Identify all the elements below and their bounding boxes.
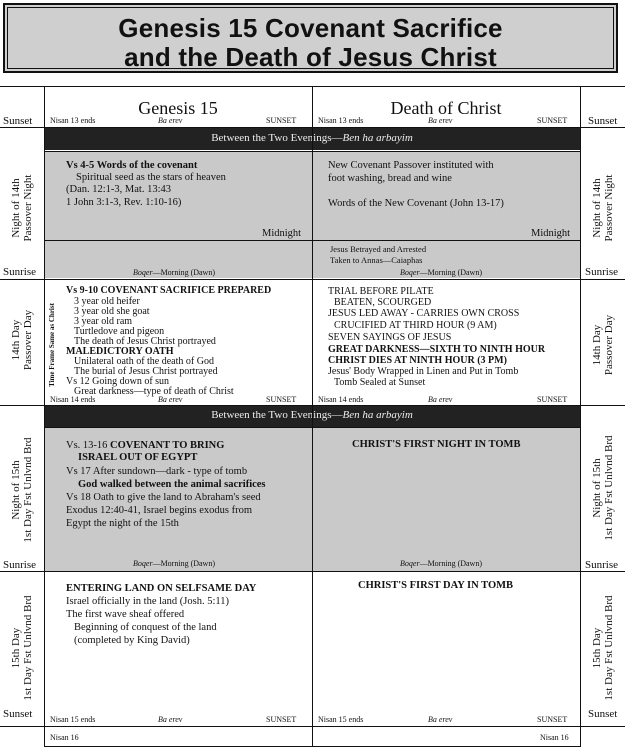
- sunset-caps-label: SUNSET: [266, 715, 297, 724]
- period-label-line: 15th Day: [591, 627, 603, 669]
- period-label-line: Night of 15th: [591, 458, 603, 518]
- day14-label-right: [591, 315, 615, 375]
- nisan16-label: Nisan 16: [50, 733, 79, 742]
- christ-night14-line: Words of the New Covenant (John 13-17): [328, 198, 504, 209]
- sunset-caps-label: SUNSET: [266, 116, 297, 125]
- ben-text: Ben ha arbayim: [342, 132, 413, 144]
- title-box: [3, 3, 618, 73]
- gen-night15-line: Exodus 12:40-41, Israel begins exodus from: [66, 505, 253, 516]
- period-label-line: Passover Day: [603, 314, 615, 376]
- christ-day14-line: CRUCIFIED AT THIRD HOUR (9 AM): [334, 320, 497, 331]
- nisan13-label: Nisan 13 ends: [318, 116, 364, 125]
- gen-day14-line: The death of Jesus Christ portrayed: [74, 336, 216, 347]
- period-label-line: 1st Day Fst Unlvnd Brd: [603, 435, 615, 541]
- gen-night14-line: 1 John 3:1-3, Rev. 1:10-16): [66, 197, 182, 208]
- christ-night14-line: New Covenant Passover instituted with: [328, 160, 494, 171]
- midnight-label: Midnight: [262, 228, 302, 239]
- sunset-label: Sunset: [3, 115, 33, 127]
- boqer-label: [400, 559, 482, 568]
- gen-night15-line: Vs 18 Oath to give the land to Abraham's seed: [66, 492, 261, 503]
- boqer-label: [133, 268, 215, 277]
- gen-night14-line: Spiritual seed as the stars of heaven: [76, 172, 226, 183]
- sunrise-label: Sunrise: [3, 266, 36, 278]
- time-frame-label: Time Frame Same as Christ: [48, 303, 56, 387]
- covenant-heading: COVENANT TO BRING: [110, 440, 225, 451]
- sunset-caps-label: SUNSET: [537, 395, 568, 404]
- sunset-label: Sunset: [588, 708, 618, 720]
- midnight-label: Midnight: [531, 228, 571, 239]
- ba-erev-label: Ba erev: [158, 715, 183, 724]
- christ-day14-line: BEATEN, SCOURGED: [334, 297, 432, 308]
- page-title-line1: Genesis 15 Covenant Sacrifice: [118, 13, 503, 43]
- gen-day14-line: 3 year old she goat: [74, 306, 150, 317]
- christ-day14-line: Tomb Sealed at Sunset: [334, 377, 426, 388]
- between-text: Between the Two Evenings—: [211, 409, 343, 421]
- christ-day14-line: TRIAL BEFORE PILATE: [328, 286, 434, 297]
- morning-word: —Morning (Dawn): [152, 559, 215, 568]
- period-label-line: 1st Day Fst Unlvnd Brd: [22, 437, 34, 543]
- period-label-line: 14th Day: [10, 319, 22, 361]
- christ-day14-line: CHRIST DIES AT NINTH HOUR (3 PM): [328, 355, 507, 366]
- gen-day15-line: Israel officially in the land (Josh. 5:11): [66, 596, 230, 607]
- period-label-line: 15th Day: [10, 627, 22, 669]
- boqer-word: Boqer: [400, 268, 420, 277]
- nisan15-label: Nisan 15 ends: [318, 715, 364, 724]
- sunset-label: Sunset: [588, 115, 618, 127]
- gen-day14-line: Great darkness—type of death of Christ: [74, 386, 234, 397]
- christ-night15-line: CHRIST'S FIRST NIGHT IN TOMB: [352, 439, 521, 450]
- christ-day14-line: Jesus' Body Wrapped in Linen and Put in Tomb: [328, 366, 519, 377]
- gen-night14-heading: Vs 4-5 Words of the covenant: [66, 160, 198, 171]
- boqer-word: Boqer: [133, 268, 153, 277]
- gen-day15-line: Beginning of conquest of the land: [74, 622, 217, 633]
- nisan13-label: Nisan 13 ends: [50, 116, 96, 125]
- christ-day15-line: CHRIST'S FIRST DAY IN TOMB: [358, 580, 514, 591]
- gen-day14-heading: Vs 9-10 COVENANT SACRIFICE PREPARED: [66, 285, 272, 296]
- period-label-line: Night of 14th: [10, 178, 22, 238]
- period-label-line: Passover Night: [22, 174, 34, 242]
- boqer-label: [133, 559, 215, 568]
- period-label-line: Night of 14th: [591, 178, 603, 238]
- ba-erev-label: Ba erev: [158, 395, 183, 404]
- gen-day14-line: Turtledove and pigeon: [74, 326, 165, 337]
- gen-night15-line: Egypt the night of the 15th: [66, 518, 179, 529]
- grid-line: [580, 86, 581, 747]
- sunset-caps-label: SUNSET: [266, 395, 297, 404]
- gen-night15-line: Vs 17 After sundown—dark - type of tomb: [66, 466, 248, 477]
- period-label-line: Passover Night: [603, 174, 615, 242]
- period-label-line: 14th Day: [591, 324, 603, 366]
- verse-ref: Vs. 13-16: [66, 440, 111, 451]
- gen-day14-line: Vs 12 Going down of sun: [66, 376, 170, 387]
- morning-word: —Morning (Dawn): [152, 268, 215, 277]
- gen-night15-line: ISRAEL OUT OF EGYPT: [78, 452, 198, 463]
- ben-text: Ben ha arbayim: [342, 409, 413, 421]
- period-label-line: 1st Day Fst Unlvnd Brd: [603, 595, 615, 701]
- nisan16-label: Nisan 16: [540, 733, 569, 742]
- page-title-line2: and the Death of Jesus Christ: [124, 42, 497, 72]
- sunset-caps-label: SUNSET: [537, 715, 568, 724]
- christ-day14-line: GREAT DARKNESS—SIXTH TO NINTH HOUR: [328, 344, 546, 355]
- sunrise-label: Sunrise: [585, 559, 618, 571]
- period-label-line: Passover Day: [22, 309, 34, 371]
- day14-label-left: [10, 310, 34, 370]
- gen-night14-line: (Dan. 12:1-3, Mat. 13:43: [66, 184, 171, 195]
- gen-night15-line: [66, 440, 224, 452]
- night14-label-left: [10, 175, 34, 242]
- christ-night14-line: Jesus Betrayed and Arrested: [330, 244, 427, 254]
- sunrise-label: Sunrise: [585, 266, 618, 278]
- christ-night14-line: foot washing, bread and wine: [328, 173, 452, 184]
- period-label-line: Night of 15th: [10, 460, 22, 520]
- period-label-line: 1st Day Fst Unlvnd Brd: [22, 595, 34, 701]
- gen-day14-line: 3 year old ram: [74, 316, 133, 327]
- gen-day14-heading2: MALEDICTORY OATH: [66, 346, 174, 357]
- gen-day14-line: The burial of Jesus Christ portrayed: [74, 366, 218, 377]
- gen-day15-line: The first wave sheaf offered: [66, 609, 185, 620]
- morning-word: —Morning (Dawn): [419, 268, 482, 277]
- boqer-word: Boqer: [400, 559, 420, 568]
- night14-label-right: [591, 175, 615, 242]
- boqer-word: Boqer: [133, 559, 153, 568]
- sunrise-label: Sunrise: [3, 559, 36, 571]
- christ-night14-line: Taken to Annas—Caiaphas: [330, 255, 423, 265]
- gen-day14-line: 3 year old heifer: [74, 296, 140, 307]
- ba-erev-label: Ba erev: [428, 715, 453, 724]
- nisan15-label: Nisan 15 ends: [50, 715, 96, 724]
- gen-night15-line: God walked between the animal sacrifices: [78, 479, 266, 490]
- column-heading-genesis: Genesis 15: [138, 98, 218, 118]
- grid-line: [312, 86, 313, 747]
- night15-label-left: [10, 437, 34, 542]
- day15-label-left: [10, 595, 34, 700]
- christ-day14-line: JESUS LED AWAY - CARRIES OWN CROSS: [328, 308, 520, 319]
- nisan14-label: Nisan 14 ends: [318, 395, 364, 404]
- boqer-label: [400, 268, 482, 277]
- gen-day15-heading: ENTERING LAND ON SELFSAME DAY: [66, 583, 257, 594]
- grid-line: [44, 86, 45, 747]
- sunset-caps-label: SUNSET: [537, 116, 568, 125]
- ba-erev-label: Ba erev: [428, 395, 453, 404]
- night15-label-right: [591, 435, 615, 540]
- nisan14-label: Nisan 14 ends: [50, 395, 96, 404]
- christ-day14-line: SEVEN SAYINGS OF JESUS: [328, 332, 452, 343]
- gen-day14-line: Unilateral oath of the death of God: [74, 356, 214, 367]
- sunset-label: Sunset: [3, 708, 33, 720]
- column-heading-christ: Death of Christ: [390, 98, 502, 118]
- day15-label-right: [591, 595, 615, 700]
- gen-day15-line: (completed by King David): [74, 635, 190, 646]
- morning-word: —Morning (Dawn): [419, 559, 482, 568]
- ba-erev-label: Ba erev: [428, 116, 453, 125]
- ba-erev-label: Ba erev: [158, 116, 183, 125]
- between-text: Between the Two Evenings—: [211, 132, 343, 144]
